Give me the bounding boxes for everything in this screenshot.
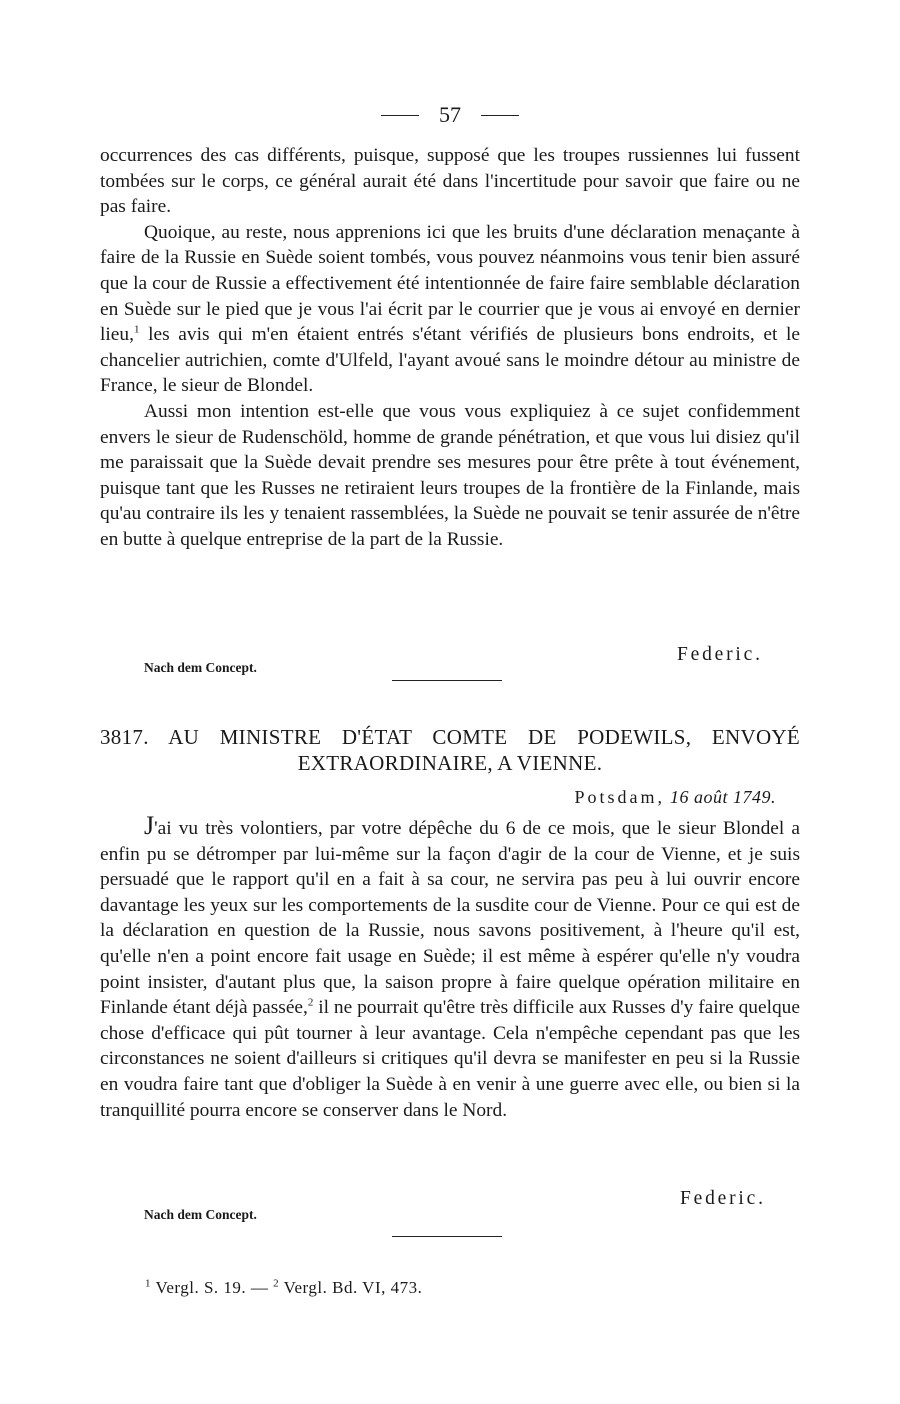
footnote-marker: 2 <box>273 1277 280 1290</box>
source-note: Nach dem Concept. <box>144 1207 257 1222</box>
signature: Federic. <box>677 644 763 665</box>
paragraph-text: il ne pourrait qu'être très difficile aux Russes d'y faire quelque chose d'efficace qui pût tourner à leur avantage. Cela n'empêche cependant pas que les circonstances ne soient d'ailleurs si critiques qu'il devra se manifester en peu si la Russie en voudra faire tant que d'obliger la Suède à en venir à une guerre avec elle, ou bien si la tranquillité pourra encore se conserver dans le Nord. <box>100 997 800 1121</box>
separator-rule <box>392 1236 502 1237</box>
footnote-marker: 1 <box>145 1277 151 1290</box>
page-number: 57 <box>439 102 461 127</box>
separator-rule <box>392 680 502 681</box>
footnote-text: Vergl. Bd. VI, 473. <box>279 1278 423 1297</box>
dateline-place: Potsdam, <box>574 787 665 807</box>
header-rule-right <box>481 115 519 116</box>
header-rule-left <box>381 115 419 116</box>
heading-title: AU MINISTRE D'ÉTAT COMTE DE PODEWILS, ENVOYÉ <box>168 725 800 749</box>
paragraph-text: 'ai vu très volontiers, par votre dépêche du 6 de ce mois, que le sieur Blondel a enfin pu se détromper par lui-même sur la façon d'agir de la cour de Vienne, et je suis persuadé que le rapport qu'il en a fait à sa cour, ne servira pas peu à lui ouvrir encore davantage les yeux sur les comportements de la susdite cour de Vienne. Pour ce qui est de la déclaration en question de la Russie, nous savons positivement, à l'heure qu'il est, qu'elle n'en a point encore fait usage en Suède; il est même à espérer qu'elle n'y voudra point insister, d'autant plus que, la saison propre à faire quelque opération militaire en Finlande étant déjà passée, <box>100 818 800 1019</box>
letter-1-body <box>100 143 800 553</box>
paragraph <box>100 813 800 1123</box>
dateline <box>574 787 776 808</box>
drop-cap: J <box>144 811 155 840</box>
page-header <box>0 100 900 130</box>
paragraph-text: Quoique, au reste, nous apprenions ici que les bruits d'une déclaration menaçante à faire de la Russie en Suède soient tombés, vous pouvez néanmoins vous tenir bien assuré que la cour de Russie a effectivement été intentionnée de faire faire semblable déclaration en Suède sur le pied que je vous l'ai écrit par le courrier que je vous ai envoyé en dernier lieu, <box>100 221 800 346</box>
letter-number: 3817. <box>100 725 149 749</box>
paragraph: occurrences des cas différents, puisque, supposé que les troupes russiennes lui fussent tombées sur le corps, ce général aurait été dans l'incertitude pour savoir que faire ou ne pas faire. <box>100 145 800 218</box>
footnote-text: Vergl. S. 19. — <box>151 1278 274 1297</box>
letter-2-heading <box>100 724 800 776</box>
source-note: Nach dem Concept. <box>144 660 257 675</box>
heading-line-1 <box>100 724 800 750</box>
footnote-marker: 2 <box>307 996 314 1009</box>
signature: Federic. <box>680 1188 766 1209</box>
paragraph-text: les avis qui m'en étaient entrés s'étant vérifiés de plusieurs bons endroits, et le chancelier autrichien, comte d'Ulfeld, l'ayant avoué sans le moindre détour au ministre de France, le sieur de Blondel. <box>100 324 800 397</box>
paragraph <box>100 220 800 399</box>
paragraph: Aussi mon intention est-elle que vous vous expliquiez à ce sujet confidemment envers le sieur de Rudenschöld, homme de grande pénétration, et que vous lui disiez qu'il me paraissait que la Suède devait prendre ses mesures pour être prête à tout événement, puisque tant que les Russes ne retiraient leurs troupes de la frontière de la Finlande, mais qu'au contraire ils les y tenaient rassemblées, la Suède ne pouvait se tenir assurée de n'être en butte à quelque entreprise de la part de la Russie. <box>100 400 800 550</box>
letter-2-body <box>100 813 800 1123</box>
dateline-date: 16 août 1749. <box>669 787 776 807</box>
footnote-marker: 1 <box>133 323 140 336</box>
footnotes <box>145 1278 422 1298</box>
heading-line-2: EXTRAORDINAIRE, A VIENNE. <box>297 751 603 775</box>
